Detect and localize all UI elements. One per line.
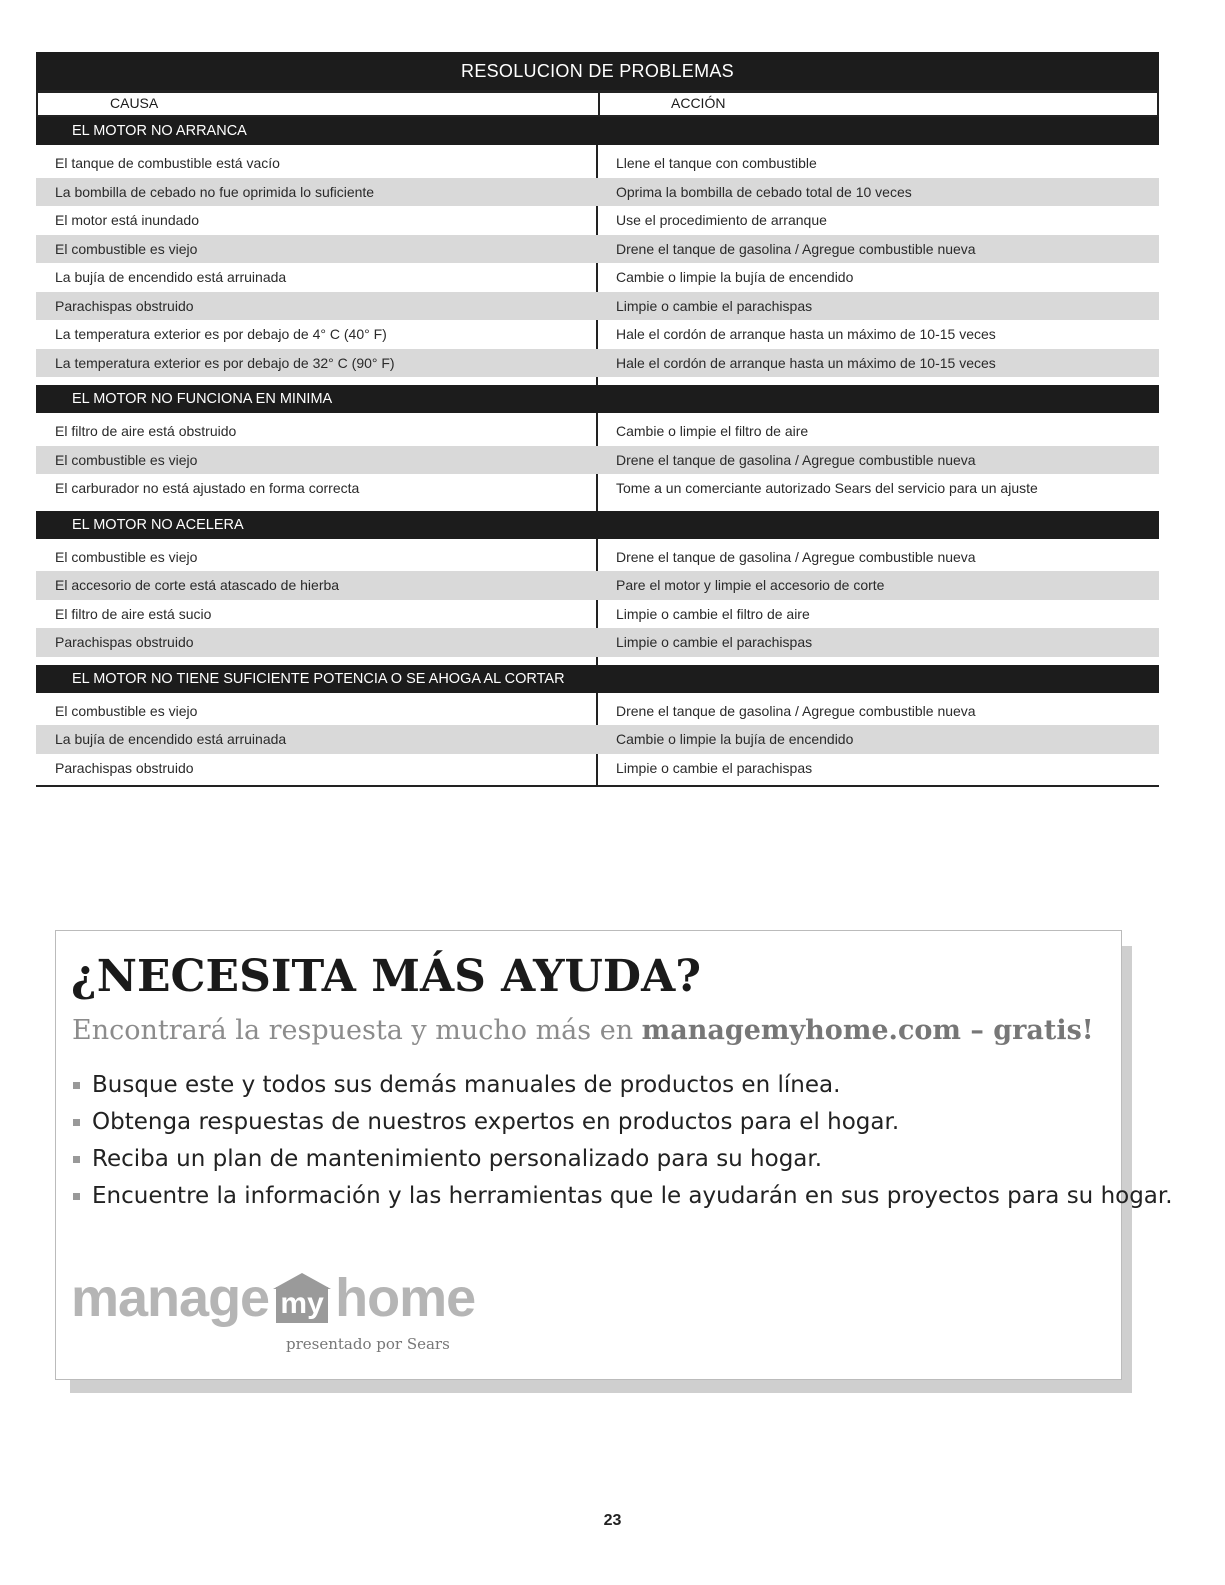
section-heading: EL MOTOR NO FUNCIONA EN MINIMA [36,385,1159,413]
table-section [36,385,1159,511]
troubleshooting-table [36,52,1159,787]
table-row [36,571,1159,600]
help-bullet-list [73,1067,1173,1215]
column-header-accion: ACCIÓN [671,95,726,111]
table-section [36,511,1159,665]
cause-cell: El filtro de aire está obstruido [55,423,237,439]
action-cell: Use el procedimiento de arranque [616,212,827,228]
logo-byline: presentado por Sears [286,1335,450,1353]
action-cell: Limpie o cambie el parachispas [616,759,813,776]
help-heading: ¿NECESITA MÁS AYUDA? [71,951,701,1002]
column-header-row [36,90,1159,117]
table-row [36,543,1159,572]
cause-cell: La bombilla de cebado no fue oprimida lo suficiente [55,183,375,200]
table-row [36,178,1159,207]
bullet-square-icon [73,1119,80,1126]
cause-cell: El combustible es viejo [55,548,198,565]
section-heading: EL MOTOR NO TIENE SUFICIENTE POTENCIA O SE AHOGA AL CORTAR [36,665,1159,693]
action-cell: Oprima la bombilla de cebado total de 10 veces [616,183,912,200]
help-subheading-link: managemyhome.com – gratis! [641,1015,1094,1046]
cause-cell: La bujía de encendido está arruinada [55,269,287,285]
page-number: 23 [603,1512,622,1529]
help-box [55,930,1173,1380]
cause-cell: La temperatura exterior es por debajo de 4° C (40° F) [55,326,387,342]
help-bullet-text: Busque este y todos sus demás manuales de productos en línea. [92,1072,841,1098]
table-row [36,235,1159,264]
logo-word-my: my [276,1287,328,1323]
table-row [36,417,1159,446]
table-row [36,349,1159,378]
bullet-square-icon [73,1156,80,1163]
action-cell: Limpie o cambie el parachispas [616,634,813,650]
help-bullet-text: Encuentre la información y las herramientas que le ayudarán en sus proyectos para su hogar. [92,1183,1173,1209]
help-subheading-lead: Encontrará la respuesta y mucho más en [72,1015,642,1046]
cause-cell: Parachispas obstruido [55,634,194,650]
cause-cell: Parachispas obstruido [55,759,194,776]
action-cell: Cambie o limpie la bujía de encendido [616,269,854,285]
table-row [36,600,1159,629]
column-header-causa: CAUSA [110,95,159,111]
table-row [36,446,1159,475]
table-title: RESOLUCION DE PROBLEMAS [36,52,1159,90]
logo-house-icon [273,1273,331,1323]
help-box-shadow-bottom [70,1379,1132,1393]
action-cell: Limpie o cambie el parachispas [616,297,813,314]
help-subheading [72,1015,1094,1046]
cause-cell: La temperatura exterior es por debajo de 32° C (90° F) [55,354,395,371]
table-row [36,725,1159,754]
action-cell: Cambie o limpie el filtro de aire [616,423,809,439]
action-cell: Drene el tanque de gasolina / Agregue combustible nueva [616,702,976,719]
table-row [36,292,1159,321]
cause-cell: El combustible es viejo [55,702,198,719]
cause-cell: El filtro de aire está sucio [55,605,212,622]
help-bullet-text: Reciba un plan de mantenimiento personalizado para su hogar. [92,1146,823,1172]
bullet-square-icon [73,1193,80,1200]
cause-cell: El accesorio de corte está atascado de hierba [55,577,340,593]
section-heading: EL MOTOR NO ACELERA [36,511,1159,539]
logo-word-manage: manage [71,1268,270,1328]
help-bullet [73,1141,1173,1178]
table-row [36,474,1159,503]
table-row [36,320,1159,349]
table-row [36,754,1159,783]
action-cell: Drene el tanque de gasolina / Agregue combustible nueva [616,548,976,565]
bullet-square-icon [73,1082,80,1089]
table-row [36,628,1159,657]
action-cell: Hale el cordón de arranque hasta un máximo de 10-15 veces [616,354,996,371]
cause-cell: El combustible es viejo [55,451,198,468]
table-bottom-rule [36,785,1159,787]
cause-cell: La bujía de encendido está arruinada [55,731,287,747]
help-bullet [73,1104,1173,1141]
managemyhome-logo [71,1267,475,1327]
table-section [36,117,1159,385]
action-cell: Hale el cordón de arranque hasta un máximo de 10-15 veces [616,326,996,342]
logo-word-home: home [335,1268,476,1328]
column-divider [598,93,600,115]
table-row [36,149,1159,178]
cause-cell: El tanque de combustible está vacío [55,155,280,171]
cause-cell: Parachispas obstruido [55,297,194,314]
section-heading: EL MOTOR NO ARRANCA [36,117,1159,145]
cause-cell: El carburador no está ajustado en forma correcta [55,480,360,496]
action-cell: Llene el tanque con combustible [616,155,817,171]
action-cell: Limpie o cambie el filtro de aire [616,605,810,622]
action-cell: Cambie o limpie la bujía de encendido [616,731,854,747]
help-bullet [73,1178,1173,1215]
action-cell: Drene el tanque de gasolina / Agregue combustible nueva [616,240,976,257]
help-bullet [73,1067,1173,1104]
action-cell: Pare el motor y limpie el accesorio de corte [616,577,885,593]
action-cell: Tome a un comerciante autorizado Sears del servicio para un ajuste [616,480,1038,496]
action-cell: Drene el tanque de gasolina / Agregue combustible nueva [616,451,976,468]
cause-cell: El combustible es viejo [55,240,198,257]
table-section [36,665,1159,786]
cause-cell: El motor está inundado [55,212,199,228]
table-sections [36,117,1159,785]
table-row [36,206,1159,235]
table-row [36,697,1159,726]
help-bullet-text: Obtenga respuestas de nuestros expertos en productos para el hogar. [92,1109,900,1135]
table-row [36,263,1159,292]
